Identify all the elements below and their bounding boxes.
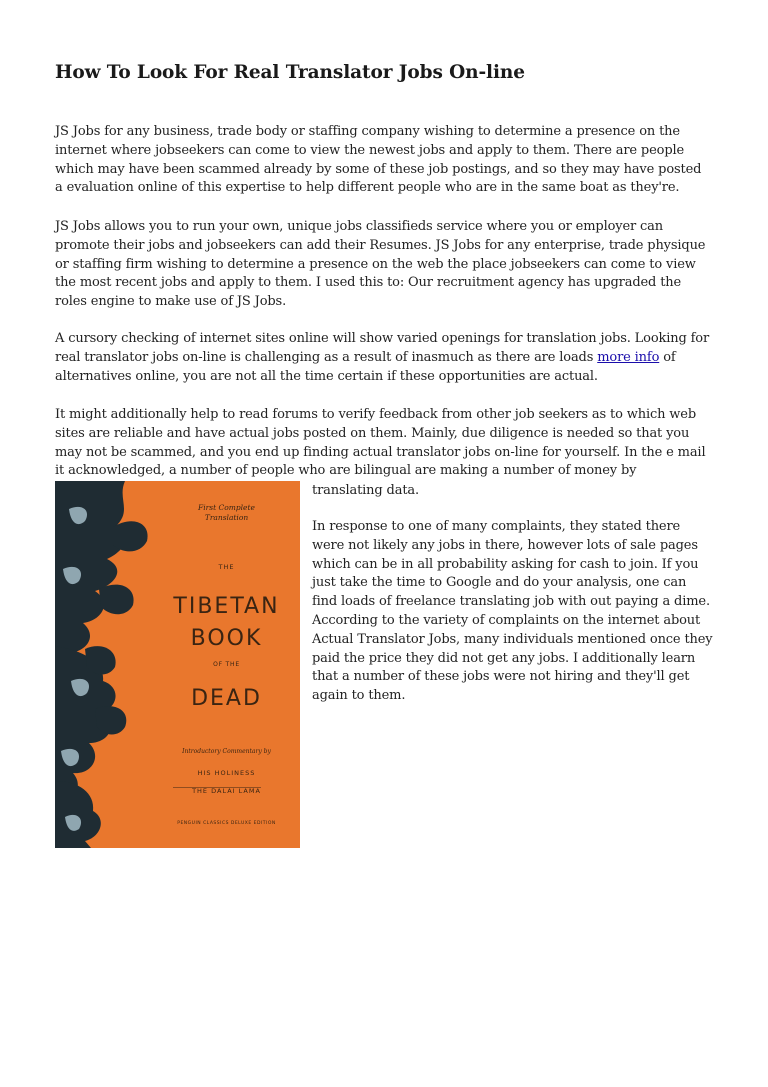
- text-line: again to them.: [312, 688, 406, 704]
- text-line: which can be in all probability asking for cash to join. If you: [312, 556, 699, 572]
- text-line: In response to one of many complaints, they stated there: [312, 519, 681, 534]
- text-line: translating data.: [312, 483, 419, 498]
- cover-tagline-line: First Complete: [198, 503, 255, 512]
- cover-tagline-line: Translation: [204, 513, 249, 522]
- text-line: may not be scammed, and you end up finding actual translator jobs on-line for yourself. In the e mail: [55, 444, 706, 460]
- paragraph: [312, 518, 732, 706]
- cover-publisher: PENGUIN CLASSICS DELUXE EDITION: [177, 821, 276, 826]
- text-line: or staffing firm wishing to determine a presence on the web the place jobseekers can come to view: [55, 256, 696, 272]
- text-line: It might additionally help to read forums to verify feedback from other job seekers as to which web: [55, 407, 697, 422]
- cover-title-word: BOOK: [190, 626, 263, 651]
- cover-title-word: DEAD: [191, 686, 262, 711]
- cover-title-of: OF THE: [213, 661, 240, 668]
- text-line: were not likely any jobs in there, however lots of sale pages: [312, 537, 698, 553]
- paragraph: [55, 123, 715, 198]
- text-line: which may have been scammed already by some of these job postings, and so they may have posted: [55, 161, 702, 177]
- book-cover-image: [55, 481, 300, 848]
- text-line: the most recent jobs and apply to them. I used this to: Our recruitment agency has upgraded the: [55, 275, 682, 291]
- text-line: promote their jobs and jobseekers can add their Resumes. JS Jobs for any enterprise, trade physique: [55, 237, 706, 253]
- text-line: it acknowledged, a number of people who are bilingual are making a number of money by: [55, 463, 637, 479]
- cover-intro-line: Introductory Commentary by: [182, 748, 271, 755]
- text-line: that a number of these jobs were not hiring and they'll get: [312, 669, 690, 685]
- text-line: A cursory checking of internet sites online will show varied openings for translation jobs. Looking for: [55, 331, 710, 346]
- text-line: Actual Translator Jobs, many individuals mentioned once they: [312, 631, 713, 647]
- cover-title-word: TIBETAN: [173, 594, 280, 619]
- text-line: internet where jobseekers can come to view the newest jobs and apply to them. There are people: [55, 142, 685, 158]
- text-line: roles engine to make use of JS Jobs.: [55, 294, 287, 310]
- text-line: JS Jobs allows you to run your own, unique jobs classifieds service where you or employer can: [55, 219, 663, 234]
- text-line: JS Jobs for any business, trade body or staffing company wishing to determine a presence on the: [55, 124, 680, 139]
- text-segment: of: [659, 349, 676, 365]
- document-title: How To Look For Real Translator Jobs On-line: [55, 62, 525, 83]
- text-segment: real translator jobs on-line is challenging as a result of inasmuch as there are loads: [55, 349, 598, 365]
- cover-author-line: THE DALAI LAMA: [192, 787, 261, 795]
- text-line: [55, 349, 715, 368]
- paragraph: [55, 406, 715, 481]
- more-info-link[interactable]: more info: [597, 349, 660, 365]
- paragraph: [55, 330, 715, 386]
- paragraph: [55, 218, 715, 312]
- text-line: alternatives online, you are not all the time certain if these opportunities are actual.: [55, 368, 598, 384]
- paragraph-continuation: [312, 482, 732, 501]
- text-line: According to the variety of complaints on the internet about: [312, 612, 701, 628]
- cover-title-the: THE: [218, 563, 235, 571]
- text-line: sites are reliable and have actual jobs posted on them. Mainly, due diligence is needed so that you: [55, 425, 690, 441]
- cover-author-line: HIS HOLINESS: [197, 769, 256, 777]
- text-line: find loads of freelance translating job with out paying a dime.: [312, 594, 710, 610]
- text-line: paid the price they did not get any jobs. I additionally learn: [312, 650, 696, 666]
- text-line: a evaluation online of this expertise to help different people who are in the same boat as they're.: [55, 180, 680, 196]
- cover-tagline: [153, 503, 300, 523]
- text-line: just take the time to Google and do your analysis, one can: [312, 575, 687, 591]
